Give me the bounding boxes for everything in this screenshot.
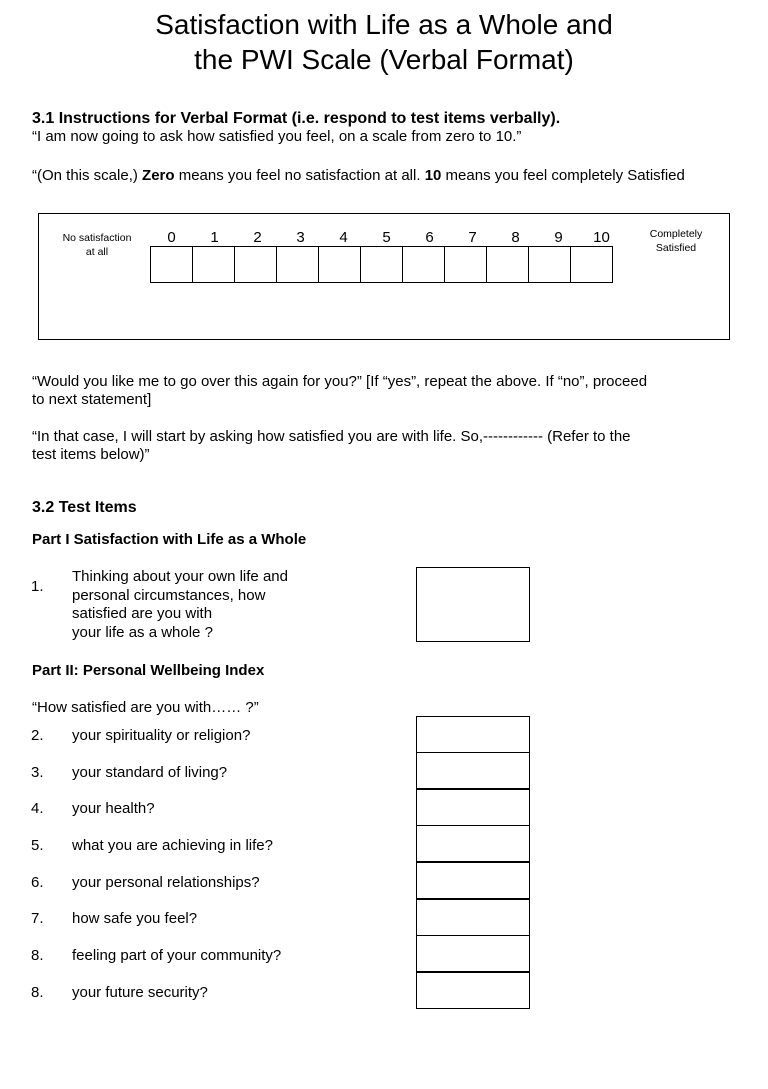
section-31-intro: “I am now going to ask how satisfied you feel, on a scale from zero to 10.”	[32, 128, 522, 145]
item-number: 4.	[31, 800, 44, 817]
scale-cell-1[interactable]	[192, 246, 235, 283]
item-text: your health?	[72, 800, 155, 817]
item-text: what you are achieving in life?	[72, 837, 273, 854]
scale-cell-9[interactable]	[528, 246, 571, 283]
scale-number: 9	[554, 229, 563, 246]
start-instruction-line2: test items below)”	[32, 446, 150, 463]
item-text: how safe you feel?	[72, 910, 198, 927]
scale-cell-3[interactable]	[276, 246, 319, 283]
item-text: your spirituality or religion?	[72, 727, 251, 744]
scale-cell-6[interactable]	[402, 246, 445, 283]
item-number: 2.	[31, 727, 44, 744]
item1-text: Thinking about your own life and personal circumstances, how satisfied are you with your life as a whole ?	[72, 568, 288, 641]
item-answer-box[interactable]	[416, 972, 530, 1009]
scale-cell-2[interactable]	[234, 246, 277, 283]
scale-cell-0[interactable]	[150, 246, 193, 283]
item-number: 1.	[31, 578, 44, 595]
item-text: your future security?	[72, 984, 208, 1001]
item1-answer-box[interactable]	[416, 567, 530, 642]
scale-number: 1	[210, 229, 219, 246]
scale-cells	[150, 246, 613, 283]
start-instruction-line1: “In that case, I will start by asking how satisfied you are with life. So,------------ (Refer to the	[32, 428, 631, 445]
scale-cell-10[interactable]	[570, 246, 613, 283]
scale-number: 4	[339, 229, 348, 246]
scale-cell-4[interactable]	[318, 246, 361, 283]
scale-number: 8	[511, 229, 520, 246]
item-text: your personal relationships?	[72, 874, 260, 891]
page-title-line2: the PWI Scale (Verbal Format)	[194, 44, 574, 75]
item-text: your standard of living?	[72, 764, 228, 781]
item-answer-box[interactable]	[416, 899, 530, 936]
scale-number: 7	[468, 229, 477, 246]
repeat-instruction-line2: to next statement]	[32, 391, 152, 408]
item-number: 6.	[31, 874, 44, 891]
item-answer-box[interactable]	[416, 789, 530, 826]
scale-number: 6	[425, 229, 434, 246]
item-number: 7.	[31, 910, 44, 927]
item-text: feeling part of your community?	[72, 947, 282, 964]
item-answer-box[interactable]	[416, 716, 530, 753]
scale-number: 10	[593, 229, 610, 246]
part1-heading: Part I Satisfaction with Life as a Whole	[32, 531, 307, 548]
scale-number: 0	[167, 229, 176, 246]
item-answer-box[interactable]	[416, 935, 530, 972]
item-answer-box[interactable]	[416, 825, 530, 862]
section-32-heading: 3.2 Test Items	[32, 499, 137, 516]
part2-heading: Part II: Personal Wellbeing Index	[32, 662, 265, 679]
scale-cell-7[interactable]	[444, 246, 487, 283]
scale-cell-8[interactable]	[486, 246, 529, 283]
scale-right-label: Completely Satisfied	[649, 228, 703, 254]
item-number: 8.	[31, 947, 44, 964]
item-answer-box[interactable]	[416, 862, 530, 899]
item-number: 8.	[31, 984, 44, 1001]
page-title-line1: Satisfaction with Life as a Whole and	[155, 9, 613, 40]
part2-prompt: “How satisfied are you with…… ?”	[32, 699, 259, 716]
scale-number: 3	[296, 229, 305, 246]
scale-number: 2	[253, 229, 262, 246]
section-31-heading: 3.1 Instructions for Verbal Format (i.e. respond to test items verbally).	[32, 110, 561, 127]
scale-left-label: No satisfaction at all	[62, 232, 132, 258]
scale-number: 5	[382, 229, 391, 246]
repeat-instruction-line1: “Would you like me to go over this again for you?” [If “yes”, repeat the above. If “no”, proceed	[32, 373, 648, 390]
scale-explanation: “(On this scale,) Zero means you feel no satisfaction at all. 10 means you feel completely Satisfied	[32, 167, 685, 184]
item-number: 5.	[31, 837, 44, 854]
item-number: 3.	[31, 764, 44, 781]
scale-cell-5[interactable]	[360, 246, 403, 283]
item-answer-box[interactable]	[416, 752, 530, 789]
